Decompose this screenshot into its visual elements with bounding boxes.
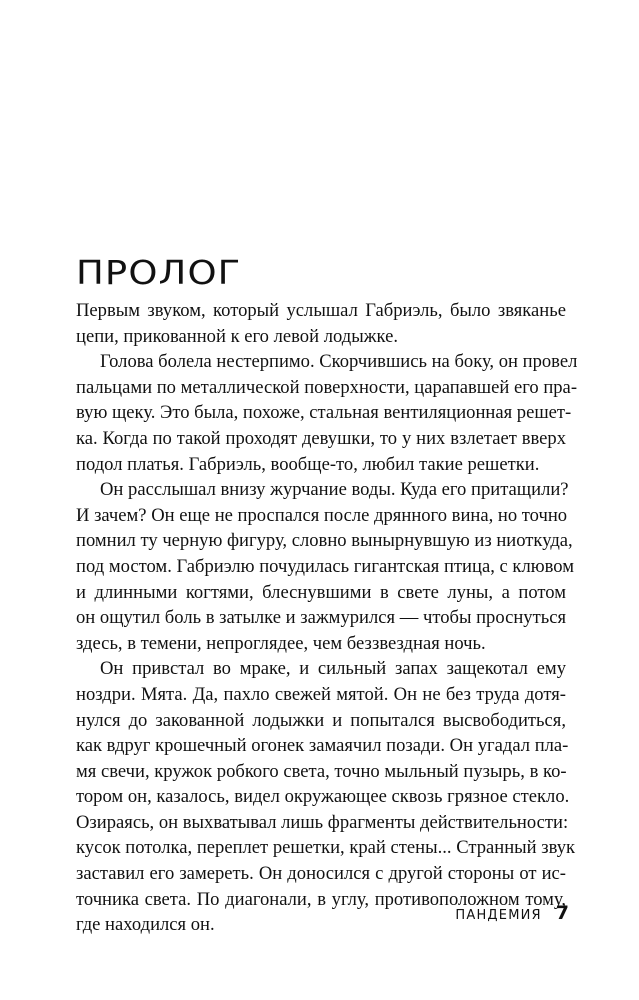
running-head: ПАНДЕМИЯ	[455, 908, 542, 923]
page-number: 7	[555, 902, 569, 924]
text-line: Голова болела нестерпимо. Скорчившись на боку, он провел	[100, 351, 578, 373]
text-line: пальцами по металлической поверхности, царапавшей его пра-	[76, 376, 578, 398]
text-line: где находился он.	[76, 914, 215, 936]
text-line: помнил ту черную фигуру, словно вынырнувшую из ниоткуда,	[76, 530, 573, 552]
text-line: вую щеку. Это была, похоже, стальная вентиляционная решет-	[76, 402, 572, 424]
text-line: точника света. По диагонали, в углу, противоположном тому,	[76, 888, 566, 910]
text-line: под мостом. Габриэлю почудилась гигантская птица, с клювом	[76, 555, 574, 577]
text-line: Первым звуком, который услышал Габриэль, было звяканье	[76, 300, 566, 321]
page-footer	[455, 902, 569, 924]
text-line: Озираясь, он выхватывал лишь фрагменты действительности:	[76, 811, 569, 833]
text-line: Он привстал во мраке, и сильный запах защекотал ему	[100, 658, 566, 680]
text-line: ноздри. Мята. Да, пахло свежей мятой. Он не без труда дотя-	[76, 683, 566, 705]
text-line: как вдруг крошечный огонек замаячил позади. Он угадал пла-	[76, 735, 569, 757]
text-line: заставил его замереть. Он доносился с другой стороны от ис-	[76, 863, 566, 885]
text-line: нулся до закованной лодыжки и попытался высвободиться,	[76, 709, 566, 731]
text-line: И зачем? Он еще не проспался после дрянного вина, но точно	[76, 504, 568, 526]
chapter-title: ПРОЛОГ	[76, 253, 242, 292]
text-line: и длинными когтями, блеснувшими в свете луны, а потом	[76, 581, 566, 603]
text-line: Он расслышал внизу журчание воды. Куда его притащили?	[100, 479, 569, 501]
text-line: здесь, в темени, непроглядее, чем беззвездная ночь.	[76, 632, 486, 654]
text-line: кусок потолка, переплет решетки, край стены... Странный звук	[76, 837, 576, 859]
text-body	[76, 298, 578, 938]
text-line: цепи, прикованной к его левой лодыжке.	[76, 325, 399, 347]
text-line: мя свечи, кружок робкого света, точно мыльный пузырь, в ко-	[76, 760, 567, 782]
text-line: подол платья. Габриэль, вообще-то, любил такие решетки.	[76, 453, 540, 475]
text-line: он ощутил боль в затылке и зажмурился — чтобы проснуться	[76, 607, 567, 629]
text-line: тором он, казалось, видел окружающее сквозь грязное стекло.	[76, 786, 570, 808]
text-line: ка. Когда по такой проходят девушки, то у них взлетает вверх	[76, 427, 566, 449]
